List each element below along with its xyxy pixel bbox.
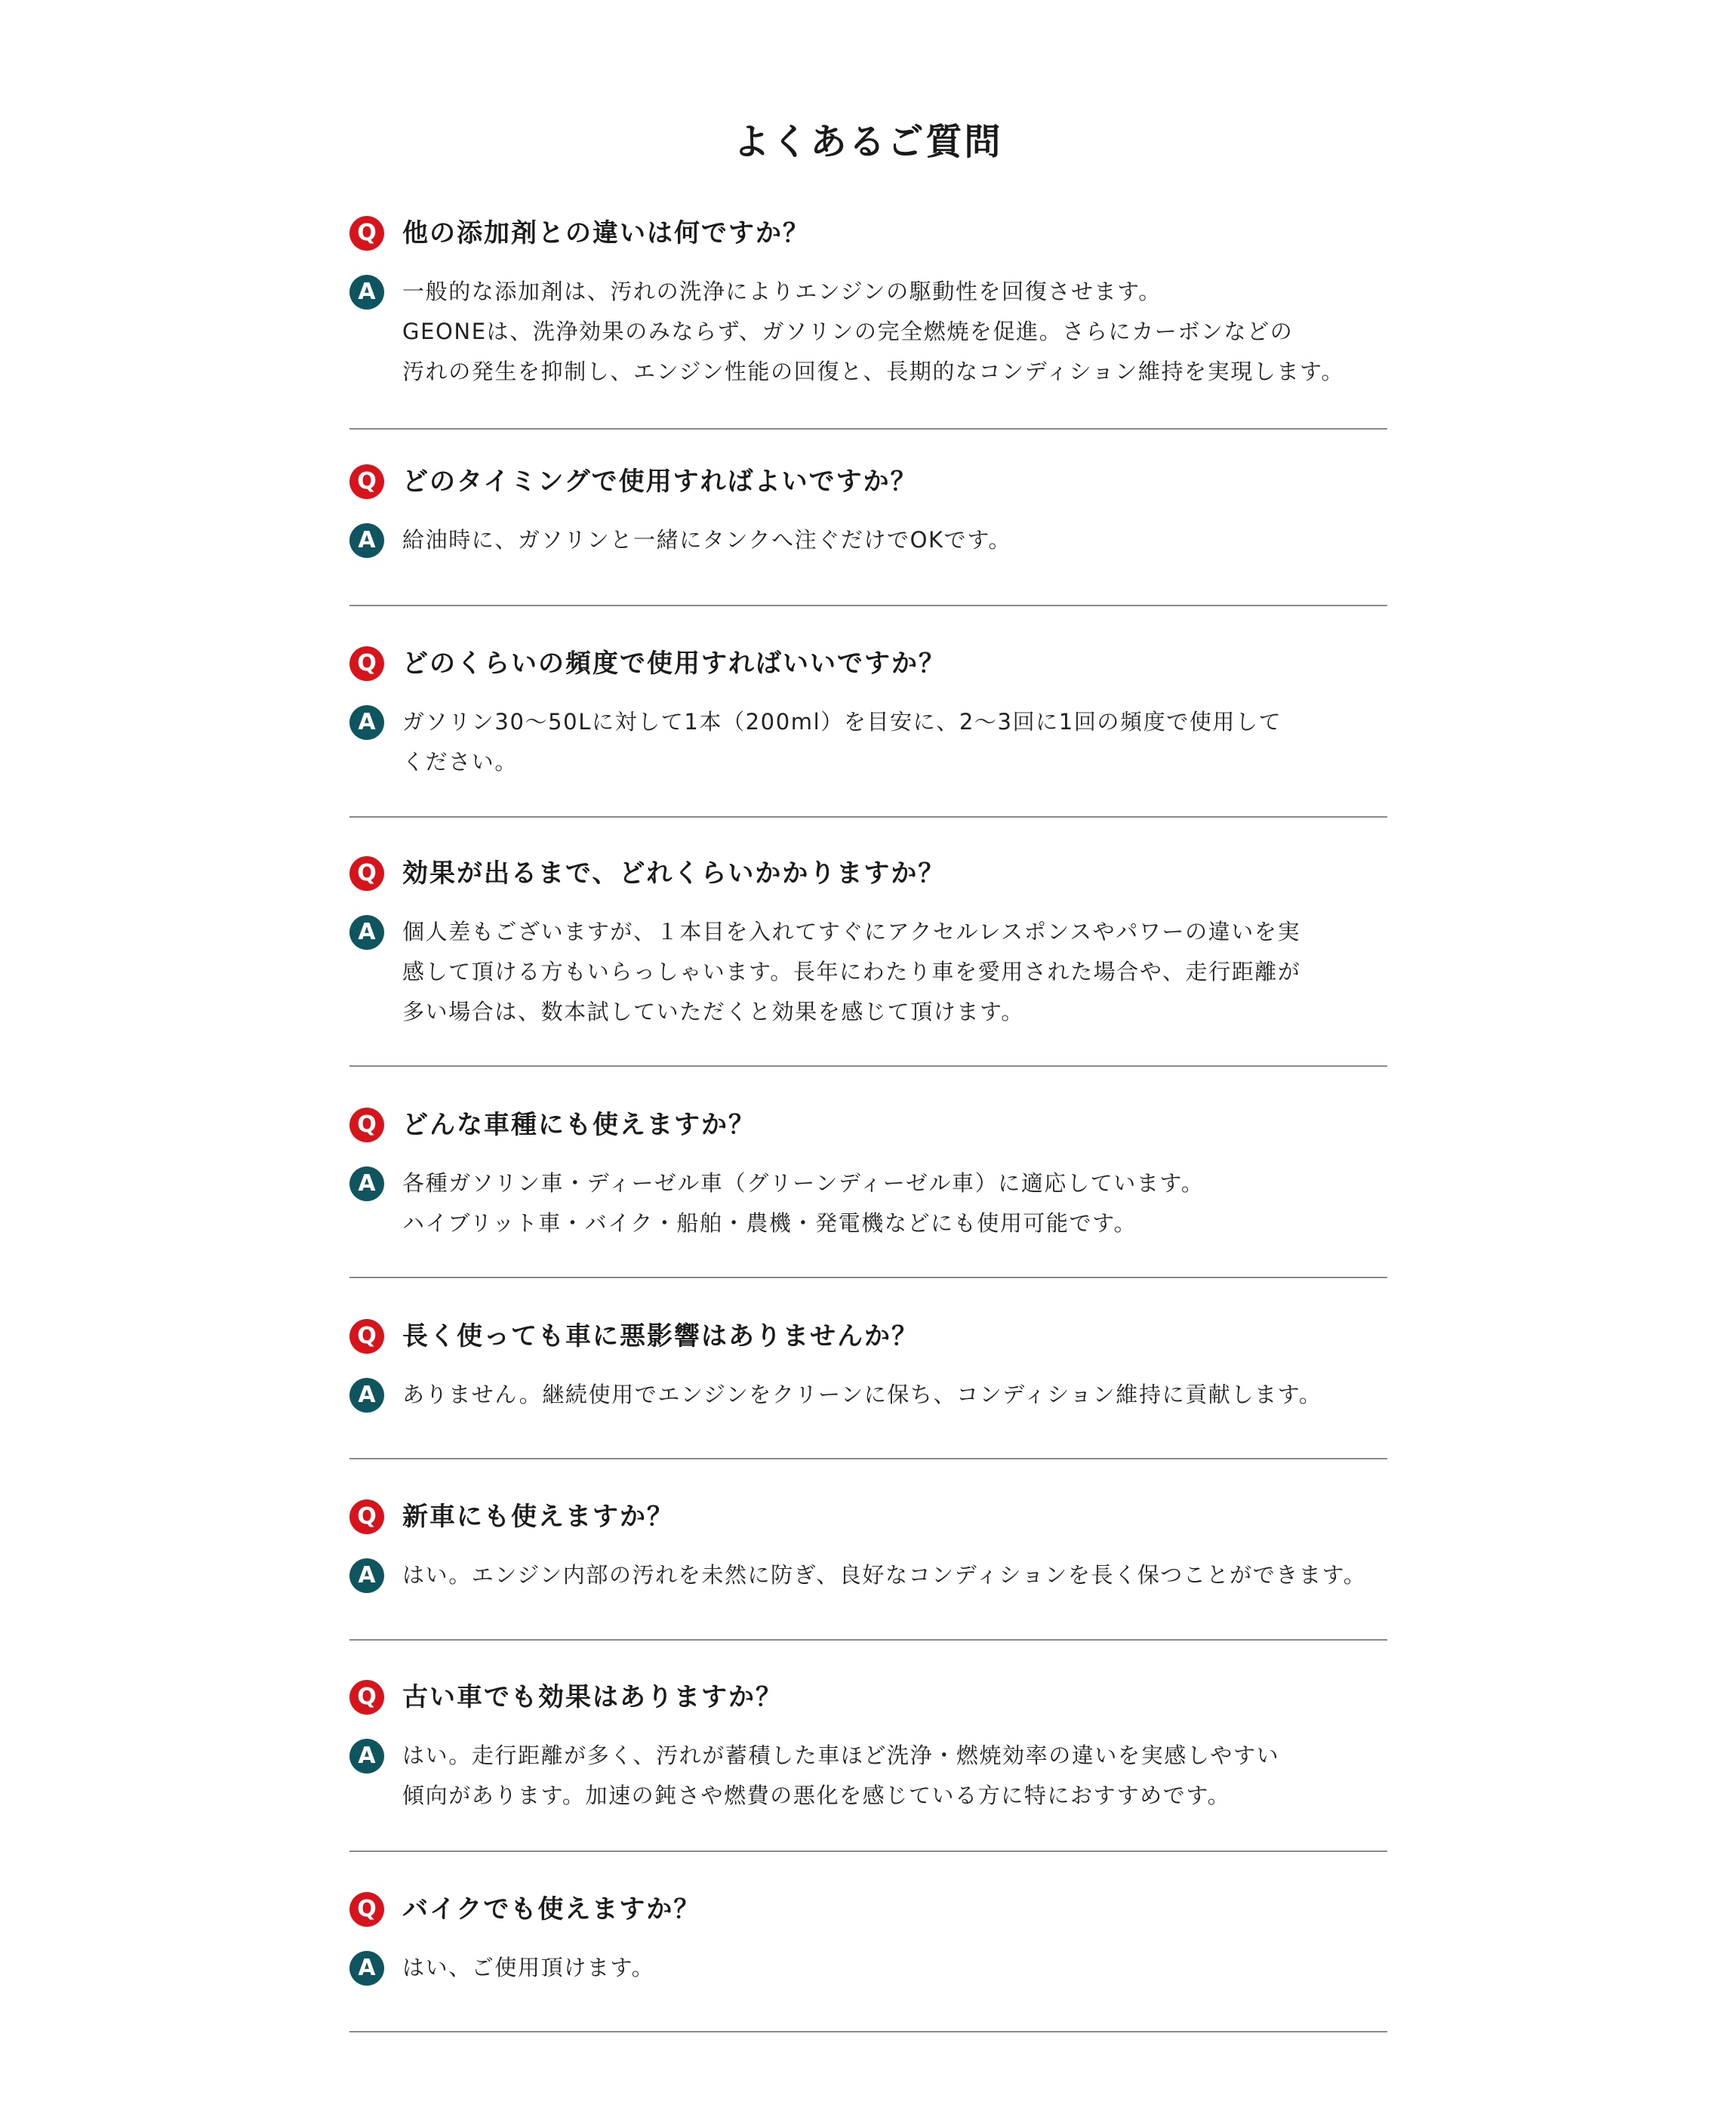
a-badge-icon: A [349, 275, 384, 310]
question [349, 211, 1387, 255]
q-badge-icon: Q [349, 646, 384, 681]
a-badge-icon: A [349, 1166, 384, 1201]
question-text: どのくらいの頻度で使用すればいいですか？ [402, 649, 946, 679]
a-badge-icon: A [349, 1378, 384, 1413]
question-text: どんな車種にも使えますか？ [402, 1110, 756, 1140]
question [349, 642, 1387, 686]
answer-text: ありません。継続使用でエンジンをクリーンに保ち、コンディション維持に貢献します。 [402, 1382, 1322, 1407]
answer-text: 各種ガソリン車・ディーゼル車（グリーンディーゼル車）に適応しています。 ハイブリット車・バイク・船舶・農機・発電機などにも使用可能です。 [402, 1170, 1205, 1236]
answer [349, 1163, 1387, 1243]
question [349, 1314, 1387, 1358]
faq-item [349, 1314, 1387, 1459]
a-badge-icon: A [349, 523, 384, 558]
q-badge-icon: Q [349, 216, 384, 251]
question [349, 1888, 1387, 1931]
q-badge-icon: Q [349, 1499, 384, 1534]
q-badge-icon: Q [349, 1892, 384, 1927]
answer-text: はい。走行距離が多く、汚れが蓄積した車ほど洗浄・燃焼効率の違いを実感しやすい 傾向があります。加速の鈍さや燃費の悪化を感じている方に特におすすめです。 [402, 1743, 1280, 1808]
a-badge-icon: A [349, 1558, 384, 1593]
answer [349, 702, 1387, 782]
question [349, 1675, 1387, 1719]
answer-text: 個人差もございますが、１本目を入れてすぐにアクセルレスポンスやパワーの違いを実 感して頂ける方もいらっしゃいます。長年にわたり車を愛用された場合や、走行距離が 多い場合は、数本試していただくと効果を感じて頂けます。 [402, 919, 1301, 1025]
question [349, 852, 1387, 895]
answer-text: ガソリン30〜50Lに対して1本（200ml）を目安に、2〜3回に1回の頻度で使用して ください。 [402, 709, 1282, 775]
faq-item [349, 852, 1387, 1067]
question-text: 古い車でも効果はありますか？ [402, 1682, 783, 1712]
answer-text: はい。エンジン内部の汚れを未然に防ぎ、良好なコンディションを長く保つことができます。 [402, 1562, 1367, 1588]
faq-item [349, 211, 1387, 430]
faq-item [349, 1888, 1387, 2032]
answer [349, 272, 1387, 392]
answer-text: 一般的な添加剤は、汚れの洗浄によりエンジンの駆動性を回復させます。 GEONEは、洗浄効果のみならず、ガソリンの完全燃焼を促進。さらにカーボンなどの 汚れの発生を抑制し、エンジン性能の回復と、長期的なコンディション維持を実現します。 [402, 279, 1344, 384]
a-badge-icon: A [349, 1739, 384, 1773]
faq-item [349, 1675, 1387, 1852]
question [349, 460, 1387, 504]
answer [349, 1555, 1387, 1595]
answer [349, 1736, 1387, 1816]
question-text: バイクでも使えますか？ [402, 1894, 701, 1924]
q-badge-icon: Q [349, 464, 384, 499]
faq-item [349, 1495, 1387, 1641]
faq-item [349, 1103, 1387, 1278]
question-text: 新車にも使えますか？ [402, 1502, 674, 1532]
answer [349, 1375, 1387, 1415]
q-badge-icon: Q [349, 856, 384, 891]
question-text: 長く使っても車に悪影響はありませんか？ [402, 1321, 919, 1351]
question [349, 1495, 1387, 1539]
a-badge-icon: A [349, 915, 384, 950]
page-title: よくあるご質問 [733, 121, 1003, 163]
question-text: 効果が出るまで、どれくらいかかりますか？ [402, 858, 946, 889]
a-badge-icon: A [349, 705, 384, 740]
q-badge-icon: Q [349, 1680, 384, 1715]
answer [349, 520, 1387, 560]
faq-item [349, 642, 1387, 818]
question-text: 他の添加剤との違いは何ですか？ [402, 218, 810, 248]
answer-text: はい、ご使用頂けます。 [402, 1955, 655, 1980]
a-badge-icon: A [349, 1951, 384, 1986]
q-badge-icon: Q [349, 1319, 384, 1354]
faq-item [349, 460, 1387, 606]
answer [349, 912, 1387, 1032]
answer-text: 給油時に、ガソリンと一緒にタンクへ注ぐだけでOKです。 [402, 527, 1012, 553]
question-text: どのタイミングで使用すればよいですか？ [402, 467, 918, 497]
q-badge-icon: Q [349, 1108, 384, 1142]
question [349, 1103, 1387, 1147]
answer [349, 1948, 1387, 1988]
